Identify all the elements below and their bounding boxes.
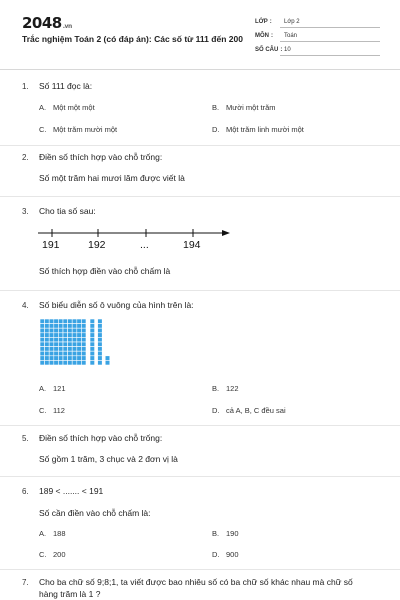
hundred-block-cell <box>58 356 63 361</box>
hundred-block-cell <box>63 356 68 361</box>
hundred-block-cell <box>49 356 54 361</box>
answer-option[interactable]: A. 121 <box>39 384 66 393</box>
question-text: Cho ba chữ số 9;8;1, ta viết được bao nhiêu số có ba chữ số khác nhau mà chữ số <box>39 577 353 587</box>
meta-label-subject: MÔN : <box>255 33 273 39</box>
hundred-block-cell <box>49 328 54 333</box>
hundred-block-cell <box>77 328 82 333</box>
hundred-block-cell <box>58 324 63 329</box>
hundred-block-cell <box>68 328 73 333</box>
hundred-block-cell <box>58 328 63 333</box>
answer-option[interactable]: C. 200 <box>39 550 66 559</box>
hundred-block-cell <box>77 337 82 342</box>
one-unit-cell <box>105 356 110 361</box>
hundred-block-cell <box>81 347 86 352</box>
question-prompt: Số cần điền vào chỗ chấm là: <box>39 508 151 518</box>
hundred-block-cell <box>68 351 73 356</box>
hundred-block-cell <box>63 337 68 342</box>
hundred-block-cell <box>77 356 82 361</box>
hundred-block-cell <box>63 328 68 333</box>
ten-rod-cell <box>90 324 95 329</box>
hundred-block-cell <box>63 319 68 324</box>
answer-option[interactable]: D. 900 <box>212 550 239 559</box>
number-line-label: ... <box>140 239 149 251</box>
document-title: Trắc nghiệm Toán 2 (có đáp án): Các số từ 111 đến 200 <box>22 34 243 44</box>
hundred-block-cell <box>81 324 86 329</box>
hundred-block-cell <box>77 324 82 329</box>
question-prompt: Số thích hợp điền vào chỗ chấm là <box>39 266 171 276</box>
question-divider <box>0 569 400 570</box>
hundred-block-cell <box>72 351 77 356</box>
answer-option[interactable]: C. 112 <box>39 406 65 415</box>
question-number: 6. <box>22 487 29 496</box>
hundred-block-cell <box>68 333 73 338</box>
base-ten-blocks-figure <box>40 319 122 369</box>
hundred-block-cell <box>77 333 82 338</box>
logo-text: 2048 <box>22 14 62 32</box>
question-number: 2. <box>22 153 29 162</box>
ten-rod-cell <box>98 337 103 342</box>
ten-rod-cell <box>90 319 95 324</box>
hundred-block-cell <box>49 333 54 338</box>
hundred-block-cell <box>68 324 73 329</box>
number-line-label: 191 <box>42 239 60 251</box>
ten-rod-cell <box>98 351 103 356</box>
ten-rod-cell <box>90 351 95 356</box>
number-line-arrow <box>222 230 230 236</box>
hundred-block-cell <box>45 328 50 333</box>
hundred-block-cell <box>40 347 45 352</box>
hundred-block-cell <box>49 342 54 347</box>
hundred-block-cell <box>72 337 77 342</box>
question-number: 5. <box>22 434 29 443</box>
meta-value-count: 10 <box>284 47 291 53</box>
answer-option[interactable]: A. Một một một <box>39 103 95 112</box>
meta-value-class: Lớp 2 <box>284 19 300 25</box>
hundred-block-cell <box>40 360 45 365</box>
hundred-block-cell <box>63 333 68 338</box>
hundred-block-cell <box>81 333 86 338</box>
hundred-block-cell <box>49 324 54 329</box>
ten-rod-cell <box>90 333 95 338</box>
hundred-block-cell <box>63 360 68 365</box>
hundred-block-cell <box>72 333 77 338</box>
hundred-block-cell <box>49 337 54 342</box>
hundred-block-cell <box>58 360 63 365</box>
ten-rod-cell <box>90 342 95 347</box>
hundred-block-cell <box>40 328 45 333</box>
answer-option[interactable]: A. 188 <box>39 529 66 538</box>
question-divider <box>0 425 400 426</box>
hundred-block-cell <box>49 347 54 352</box>
hundred-block-cell <box>81 337 86 342</box>
hundred-block-cell <box>58 351 63 356</box>
question-number: 7. <box>22 578 29 587</box>
answer-option[interactable]: C. Một trăm mười một <box>39 125 118 134</box>
hundred-block-cell <box>58 337 63 342</box>
hundred-block-cell <box>54 333 59 338</box>
hundred-block-cell <box>81 328 86 333</box>
hundred-block-cell <box>40 319 45 324</box>
question-text: Điền số thích hợp vào chỗ trống: <box>39 433 163 443</box>
hundred-block-cell <box>72 324 77 329</box>
question-number: 1. <box>22 82 29 91</box>
hundred-block-cell <box>54 328 59 333</box>
ten-rod-cell <box>90 347 95 352</box>
ten-rod-cell <box>98 360 103 365</box>
hundred-block-cell <box>45 351 50 356</box>
question-text-continued: hàng trăm là 1 ? <box>39 589 101 599</box>
hundred-block-cell <box>63 347 68 352</box>
hundred-block-cell <box>49 319 54 324</box>
hundred-block-cell <box>49 360 54 365</box>
hundred-block-cell <box>68 356 73 361</box>
hundred-block-cell <box>54 342 59 347</box>
question-divider <box>0 476 400 477</box>
hundred-block-cell <box>58 347 63 352</box>
hundred-block-cell <box>54 360 59 365</box>
document-header <box>0 0 400 70</box>
ten-rod-cell <box>98 347 103 352</box>
hundred-block-cell <box>54 337 59 342</box>
ten-rod-cell <box>90 328 95 333</box>
hundred-block-cell <box>45 347 50 352</box>
meta-underline <box>280 55 380 56</box>
question-text: Số 111 đọc là: <box>39 81 93 91</box>
number-line-label: 194 <box>183 239 201 251</box>
ten-rod-cell <box>90 337 95 342</box>
hundred-block-cell <box>77 319 82 324</box>
ten-rod-cell <box>90 356 95 361</box>
ten-rod-cell <box>90 360 95 365</box>
question-divider <box>0 145 400 146</box>
hundred-block-cell <box>40 351 45 356</box>
hundred-block-cell <box>63 324 68 329</box>
answer-option[interactable]: B. 190 <box>212 529 239 538</box>
hundred-block-cell <box>68 360 73 365</box>
question-prompt: Số gồm 1 trăm, 3 chục và 2 đơn vị là <box>39 454 178 464</box>
hundred-block-cell <box>58 333 63 338</box>
question-divider <box>0 196 400 197</box>
hundred-block-cell <box>40 324 45 329</box>
hundred-block-cell <box>45 333 50 338</box>
hundred-block-cell <box>54 356 59 361</box>
hundred-block-cell <box>72 342 77 347</box>
hundred-block-cell <box>40 342 45 347</box>
hundred-block-cell <box>77 342 82 347</box>
hundred-block-cell <box>58 342 63 347</box>
hundred-block-cell <box>77 347 82 352</box>
ten-rod-cell <box>98 342 103 347</box>
hundred-block-cell <box>81 351 86 356</box>
hundred-block-cell <box>63 351 68 356</box>
hundred-block-cell <box>45 319 50 324</box>
hundred-block-cell <box>40 337 45 342</box>
hundred-block-cell <box>72 356 77 361</box>
hundred-block-cell <box>72 360 77 365</box>
question-divider <box>0 290 400 291</box>
hundred-block-cell <box>77 351 82 356</box>
hundred-block-cell <box>45 342 50 347</box>
hundred-block-cell <box>54 324 59 329</box>
hundred-block-cell <box>81 319 86 324</box>
hundred-block-cell <box>63 342 68 347</box>
number-line-label: 192 <box>88 239 106 251</box>
answer-option[interactable]: D. cả A, B, C đều sai <box>212 406 286 415</box>
ten-rod-cell <box>98 324 103 329</box>
hundred-block-cell <box>68 342 73 347</box>
meta-value-subject: Toán <box>284 33 298 39</box>
hundred-block-cell <box>81 360 86 365</box>
question-number: 4. <box>22 301 29 310</box>
question-text: Số biểu diễn số ô vuông của hình trên là: <box>39 300 194 310</box>
logo-suffix: .vn <box>62 23 72 30</box>
answer-option[interactable]: B. 122 <box>212 384 239 393</box>
hundred-block-cell <box>54 347 59 352</box>
hundred-block-cell <box>68 337 73 342</box>
hundred-block-cell <box>54 351 59 356</box>
meta-label-count: SỐ CÂU : <box>255 47 283 53</box>
hundred-block-cell <box>40 333 45 338</box>
question-text: Điền số thích hợp vào chỗ trống: <box>39 152 163 162</box>
hundred-block-cell <box>72 319 77 324</box>
number-line <box>36 228 232 258</box>
answer-option[interactable]: D. Một trăm linh mười một <box>212 125 304 134</box>
ten-rod-cell <box>98 356 103 361</box>
meta-underline <box>280 41 380 42</box>
ten-rod-cell <box>98 328 103 333</box>
hundred-block-cell <box>77 360 82 365</box>
hundred-block-cell <box>45 324 50 329</box>
question-prompt: Số một trăm hai mươi lăm được viết là <box>39 173 185 183</box>
hundred-block-cell <box>81 356 86 361</box>
hundred-block-cell <box>58 319 63 324</box>
hundred-block-cell <box>45 360 50 365</box>
answer-option[interactable]: B. Mười một trăm <box>212 103 276 112</box>
site-logo[interactable] <box>22 14 72 32</box>
question-text: 189 < ....... < 191 <box>39 486 104 496</box>
meta-underline <box>280 27 380 28</box>
hundred-block-cell <box>40 356 45 361</box>
hundred-block-cell <box>72 347 77 352</box>
hundred-block-cell <box>45 337 50 342</box>
hundred-block-cell <box>49 351 54 356</box>
ten-rod-cell <box>98 333 103 338</box>
hundred-block-cell <box>81 342 86 347</box>
hundred-block-cell <box>68 347 73 352</box>
question-number: 3. <box>22 207 29 216</box>
hundred-block-cell <box>45 356 50 361</box>
one-unit-cell <box>105 360 110 365</box>
hundred-block-cell <box>54 319 59 324</box>
hundred-block-cell <box>68 319 73 324</box>
hundred-block-cell <box>72 328 77 333</box>
question-text: Cho tia số sau: <box>39 206 96 216</box>
ten-rod-cell <box>98 319 103 324</box>
meta-label-class: LỚP : <box>255 19 272 25</box>
